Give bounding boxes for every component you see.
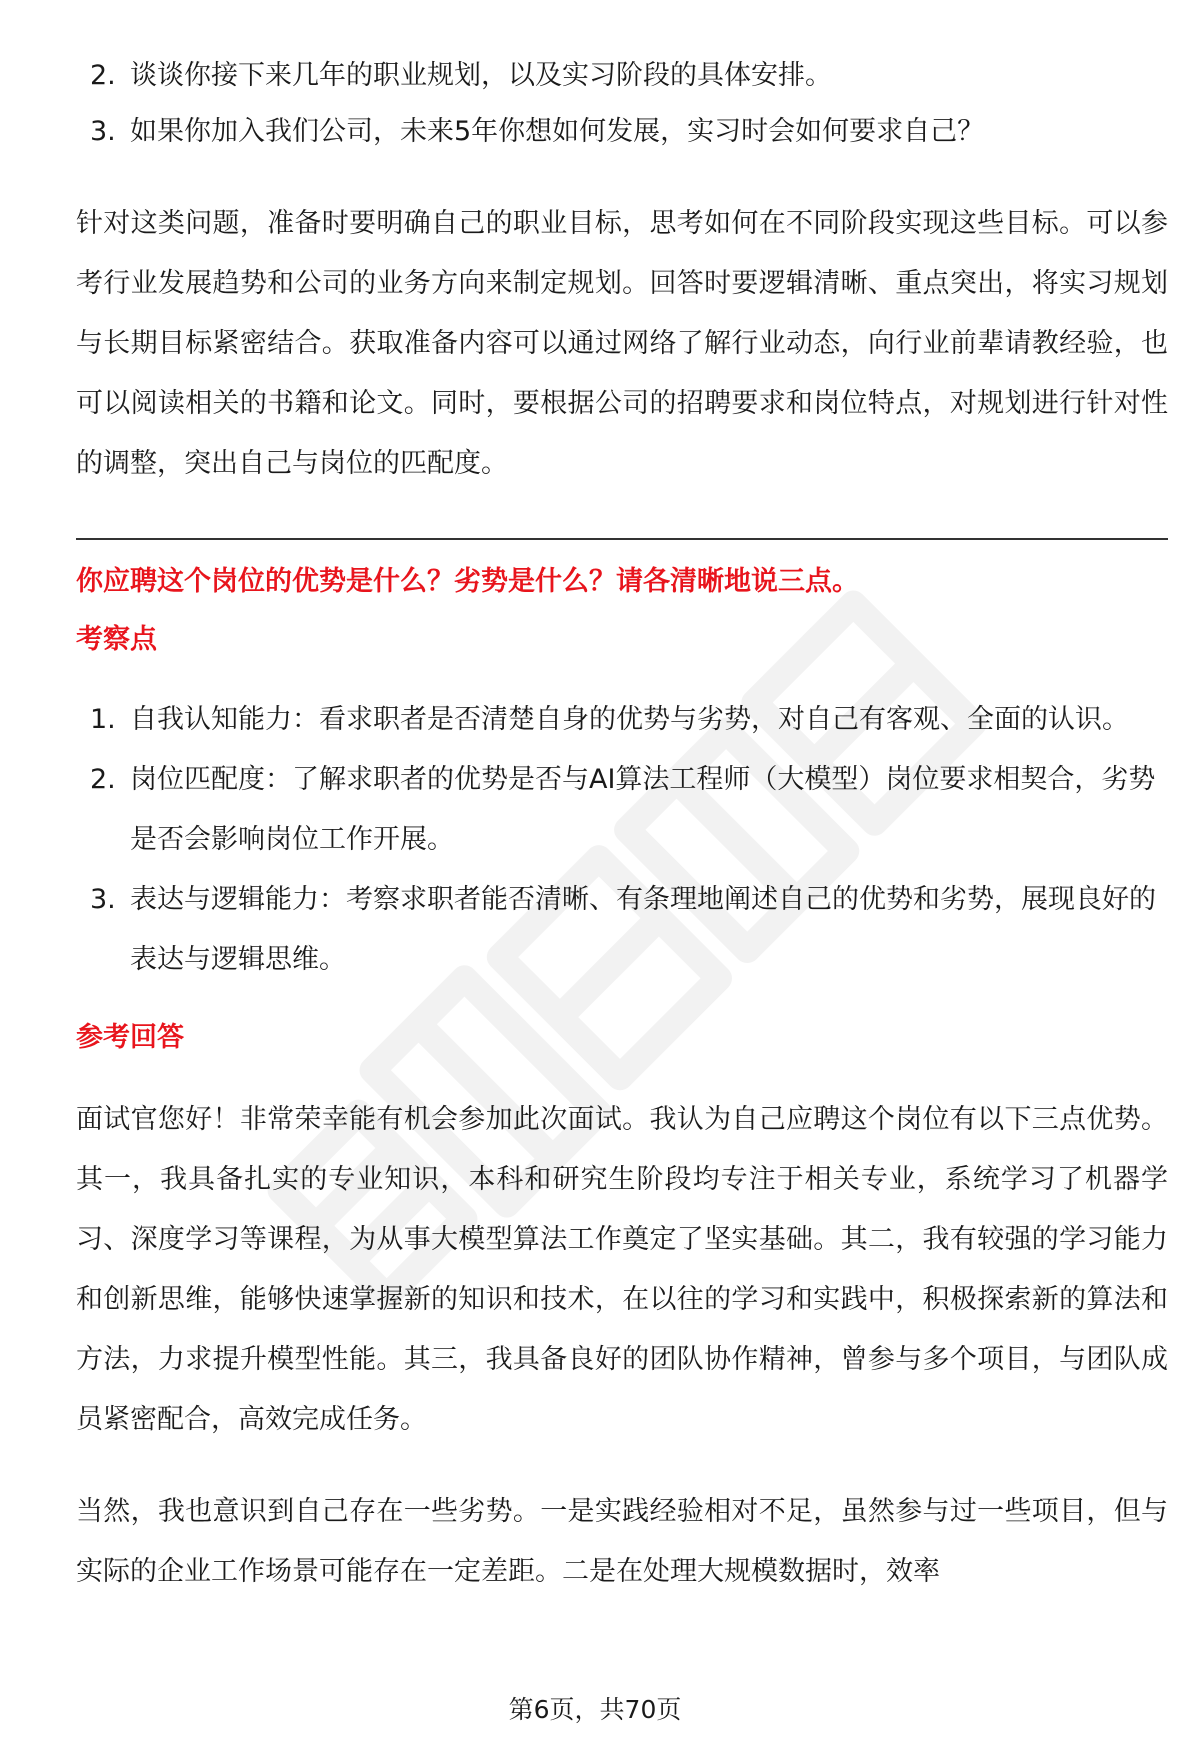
list-number: 3. [90, 116, 116, 147]
list-text: 表达与逻辑能力：考察求职者能否清晰、有条理地阐述自己的优势和劣势，展现良好的表达与逻辑思维。 [130, 884, 1156, 975]
list-text: 自我认知能力：看求职者是否清楚自身的优势与劣势，对自己有客观、全面的认识。 [130, 704, 1129, 735]
advice-paragraph: 针对这类问题，准备时要明确自己的职业目标，思考如何在不同阶段实现这些目标。可以参考行业发展趋势和公司的业务方向来制定规划。回答时要逻辑清晰、重点突出，将实习规划与长期目标紧密结合。获取准备内容可以通过网络了解行业动态，向行业前辈请教经验，也可以阅读相关的书籍和论文。同时，要根据公司的招聘要求和岗位特点，对规划进行针对性的调整，突出自己与岗位的匹配度。 [76, 208, 1168, 479]
list-item [76, 870, 1168, 990]
list-text: 岗位匹配度：了解求职者的优势是否与AI算法工程师（大模型）岗位要求相契合，劣势是否会影响岗位工作开展。 [130, 764, 1156, 855]
question-list-top [76, 46, 1168, 162]
list-text: 谈谈你接下来几年的职业规划，以及实习阶段的具体安排。 [130, 60, 832, 91]
list-item [76, 46, 1168, 106]
list-item [76, 690, 1168, 750]
list-number: 3. [90, 884, 116, 915]
list-number: 2. [90, 60, 116, 91]
page-footer: 第6页，共70页 [508, 1695, 682, 1724]
list-item [76, 102, 1168, 162]
list-text: 如果你加入我们公司，未来5年你想如何发展，实习时会如何要求自己？ [130, 116, 985, 147]
assessment-heading: 考察点 [76, 624, 157, 655]
answer-heading: 参考回答 [76, 1022, 184, 1053]
document-page [76, 0, 1168, 1602]
list-number: 1. [90, 704, 116, 735]
list-item [76, 750, 1168, 870]
answer-paragraph: 当然，我也意识到自己存在一些劣势。一是实践经验相对不足，虽然参与过一些项目，但与实际的企业工作场景可能存在一定差距。二是在处理大规模数据时，效率 [76, 1496, 1168, 1587]
question-title: 你应聘这个岗位的优势是什么？劣势是什么？请各清晰地说三点。 [76, 566, 859, 597]
list-number: 2. [90, 764, 116, 795]
answer-paragraph: 面试官您好！非常荣幸能有机会参加此次面试。我认为自己应聘这个岗位有以下三点优势。其一，我具备扎实的专业知识，本科和研究生阶段均专注于相关专业，系统学习了机器学习、深度学习等课程，为从事大模型算法工作奠定了坚实基础。其二，我有较强的学习能力和创新思维，能够快速掌握新的知识和技术，在以往的学习和实践中，积极探索新的算法和方法，力求提升模型性能。其三，我具备良好的团队协作精神，曾参与多个项目，与团队成员紧密配合，高效完成任务。 [76, 1104, 1168, 1435]
section-divider [76, 538, 1168, 540]
assessment-list [76, 690, 1168, 990]
